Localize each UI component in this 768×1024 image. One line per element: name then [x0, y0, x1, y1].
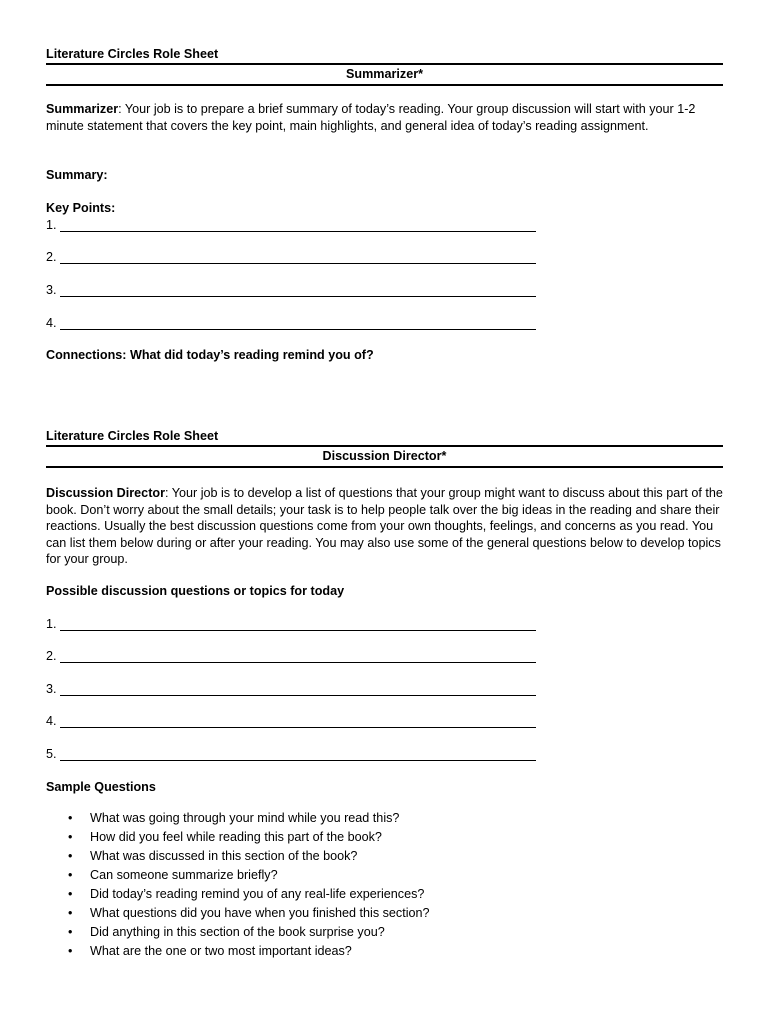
summarizer-intro-text: : Your job is to prepare a brief summary of today’s reading. Your group discussion will start with your 1-2 minute statement that covers the key point, main highlights, and general idea of today’s reading assignment. — [46, 102, 696, 133]
bullet-icon: • — [68, 830, 73, 844]
sample-questions-list — [46, 809, 723, 961]
key-point-answer-line[interactable] — [60, 283, 536, 297]
bullet-icon: • — [68, 849, 73, 863]
question-row — [46, 713, 723, 730]
key-point-row — [46, 217, 723, 234]
key-point-answer-line[interactable] — [60, 316, 536, 330]
director-intro — [46, 485, 723, 568]
director-bottom-rule — [46, 466, 723, 468]
question-row — [46, 681, 723, 698]
bullet-icon: • — [68, 925, 73, 939]
question-answer-line[interactable] — [60, 747, 536, 761]
director-top-rule — [46, 445, 723, 447]
key-point-number: 2. — [46, 250, 57, 264]
sample-questions-label: Sample Questions — [46, 780, 156, 794]
list-item: • How did you feel while reading this part of the book? — [46, 828, 723, 847]
question-number: 4. — [46, 714, 57, 728]
key-point-answer-line[interactable] — [60, 250, 536, 264]
list-item: • Can someone summarize briefly? — [46, 866, 723, 885]
key-point-number: 4. — [46, 316, 57, 330]
question-number: 5. — [46, 747, 57, 761]
director-sheet-title: Literature Circles Role Sheet — [46, 429, 219, 443]
director-role-title: Discussion Director* — [322, 449, 447, 463]
summarizer-intro-label: Summarizer — [46, 102, 119, 116]
summarizer-top-rule — [46, 63, 723, 65]
question-answer-line[interactable] — [60, 682, 536, 696]
bullet-icon: • — [68, 887, 73, 901]
question-number: 1. — [46, 617, 57, 631]
question-row — [46, 616, 723, 633]
key-point-number: 1. — [46, 218, 57, 232]
bullet-icon: • — [68, 906, 73, 920]
director-intro-label: Discussion Director — [46, 486, 165, 500]
bullet-icon: • — [68, 811, 73, 825]
list-item: • What was discussed in this section of the book? — [46, 847, 723, 866]
summarizer-sheet-title: Literature Circles Role Sheet — [46, 47, 219, 61]
director-intro-text: : Your job is to develop a list of questions that your group might want to discuss about this part of the book. Don’t worry about the small details; your task is to help people talk over the big ideas in the reading and share their reactions. Usually the best discussion questions come from your own thoughts, feelings, and concerns as you read. You can list them below during or after your reading. You may also use some of the general questions below to develop topics for your group. — [46, 486, 723, 566]
key-point-row — [46, 249, 723, 266]
key-point-row — [46, 282, 723, 299]
question-row — [46, 648, 723, 665]
summarizer-role-title: Summarizer* — [346, 67, 423, 81]
summary-label: Summary: — [46, 168, 108, 182]
list-item: • What was going through your mind while you read this? — [46, 809, 723, 828]
key-point-number: 3. — [46, 283, 57, 297]
list-item: • Did today’s reading remind you of any real-life experiences? — [46, 885, 723, 904]
discussion-questions-label: Possible discussion questions or topics for today — [46, 584, 345, 598]
list-item: • What questions did you have when you finished this section? — [46, 904, 723, 923]
bullet-icon: • — [68, 944, 73, 958]
key-points-label: Key Points: — [46, 201, 116, 215]
list-item: • Did anything in this section of the book surprise you? — [46, 923, 723, 942]
question-number: 2. — [46, 649, 57, 663]
list-item: • What are the one or two most important ideas? — [46, 942, 723, 961]
question-row — [46, 746, 723, 763]
summarizer-bottom-rule — [46, 84, 723, 86]
key-point-answer-line[interactable] — [60, 218, 536, 232]
question-number: 3. — [46, 682, 57, 696]
question-answer-line[interactable] — [60, 649, 536, 663]
key-point-row — [46, 315, 723, 332]
question-answer-line[interactable] — [60, 617, 536, 631]
bullet-icon: • — [68, 868, 73, 882]
question-answer-line[interactable] — [60, 714, 536, 728]
connections-label: Connections: What did today’s reading remind you of? — [46, 348, 374, 362]
summarizer-intro — [46, 101, 723, 134]
